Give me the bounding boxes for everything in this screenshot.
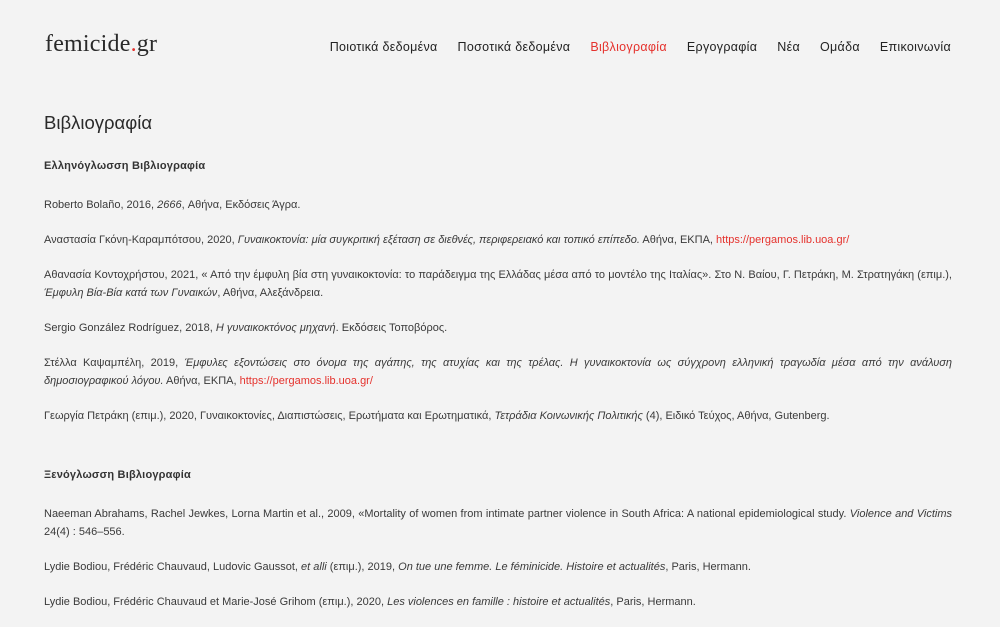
nav-item-contact[interactable]: Επικοινωνία — [879, 40, 951, 54]
page-title: Βιβλιογραφία — [44, 112, 153, 133]
entry-text: Αθήνα, ΕΚΠΑ, — [639, 234, 717, 246]
entry-title: On tue une femme. Le féminicide. Histoire et actualités — [398, 561, 666, 573]
entry-text: , Paris, Hermann. — [665, 561, 751, 573]
entry-text: Γεωργία Πετράκη (επιμ.), 2020, Γυναικοκτονίες, Διαπιστώσεις, Ερωτήματα και Ερωτηματικά, — [44, 410, 495, 422]
logo-dot: . — [130, 31, 137, 57]
entry-text: Lydie Bodiou, Frédéric Chauvaud, Ludovic Gaussot, — [44, 561, 302, 573]
entry-text: Αθήνα, ΕΚΠΑ, — [163, 375, 240, 387]
entry-title: Η γυναικοκτόνος μηχανή — [215, 322, 336, 334]
entry-title: Violence and Victims — [849, 508, 952, 520]
bibliography-entry — [44, 558, 952, 576]
bibliography-entry — [44, 593, 952, 611]
entry-link[interactable]: https://pergamos.lib.uoa.gr/ — [716, 234, 850, 246]
entry-title: 2666 — [157, 199, 182, 211]
entry-text: Roberto Bolaño, 2016, — [44, 199, 158, 211]
entry-text: Naeeman Abrahams, Rachel Jewkes, Lorna Martin et al., 2009, «Mortality of women from intimate partner violence in South Africa: A national epidemiological study. — [44, 508, 850, 520]
nav-item-bibliography[interactable]: Βιβλιογραφία — [590, 40, 667, 54]
entry-text: Αναστασία Γκόνη-Καραμπότσου, 2020, — [44, 234, 238, 246]
site-header — [0, 0, 1000, 95]
entry-text: Αθανασία Κοντοχρήστου, 2021, « Από την έμφυλη βία στη γυναικοκτονία: το παράδειγμα της Ελλάδας μέσα από το μοντέλο της Ιταλίας». Στο Ν. Βαίου, Γ. Πετράκη, Μ. Στρατηγάκη (επιμ.), — [44, 269, 952, 281]
logo-main: femicide — [45, 31, 131, 57]
entry-text: , Αθήνα, Αλεξάνδρεια. — [217, 287, 324, 299]
nav-item-works[interactable]: Εργογραφία — [686, 40, 758, 54]
entry-link[interactable]: https://pergamos.lib.uoa.gr/ — [239, 375, 373, 387]
entry-title: Έμφυλη Βία-Βία κατά των Γυναικών — [44, 287, 218, 299]
entry-title: Les violences en famille : histoire et actualités — [387, 596, 611, 608]
entry-text: , Paris, Hermann. — [610, 596, 696, 608]
bibliography-entry — [44, 505, 952, 541]
entry-text: 24(4) : 546–556. — [44, 526, 125, 538]
nav-item-news[interactable]: Νέα — [777, 40, 801, 54]
entry-title: Γυναικοκτονία: μία συγκριτική εξέταση σε διεθνές, περιφερειακό και τοπικό επίπεδο. — [237, 234, 640, 246]
entry-text: (επιμ.), 2019, — [326, 561, 399, 573]
entry-title: Τετράδια Κοινωνικής Πολιτικής — [494, 410, 643, 422]
bibliography-entry — [44, 407, 952, 425]
nav-item-quantitative[interactable]: Ποσοτικά δεδομένα — [457, 40, 571, 54]
entry-title: et alli — [301, 561, 327, 573]
main-nav — [330, 40, 951, 54]
bibliography-entry — [44, 231, 952, 249]
bibliography-entry — [44, 196, 952, 214]
site-logo[interactable] — [45, 31, 157, 58]
entry-title: Έμφυλες εξοντώσεις στο όνομα της αγάπης, της ατυχίας και της τρέλας. Η γυναικοκτονία ως σύγχρονη ελληνική τραγωδία μέσα από την ανάλυση δημοσιογραφικού λόγου. — [44, 357, 952, 387]
main-content — [44, 112, 952, 627]
entry-text: Στέλλα Καψαμπέλη, 2019, — [44, 357, 185, 369]
logo-tld: gr — [136, 31, 158, 57]
entry-text: . Εκδόσεις Τοποβόρος. — [335, 322, 448, 334]
bibliography-entry — [44, 266, 952, 302]
entry-text: (4), Ειδικό Τεύχος, Αθήνα, Gutenberg. — [642, 410, 830, 422]
entry-text: Lydie Bodiou, Frédéric Chauvaud et Marie-José Grihom (επιμ.), 2020, — [44, 596, 388, 608]
foreign-section-title: Ξενόγλωσση Βιβλιογραφία — [44, 469, 191, 481]
greek-section-title: Ελληνόγλωσση Βιβλιογραφία — [44, 160, 206, 172]
bibliography-entry — [44, 319, 952, 337]
bibliography-entry — [44, 354, 952, 390]
nav-item-qualitative[interactable]: Ποιοτικά δεδομένα — [329, 40, 438, 54]
nav-item-team[interactable]: Ομάδα — [820, 40, 860, 54]
entry-text: , Αθήνα, Εκδόσεις Άγρα. — [181, 199, 301, 211]
entry-text: Sergio González Rodríguez, 2018, — [44, 322, 216, 334]
